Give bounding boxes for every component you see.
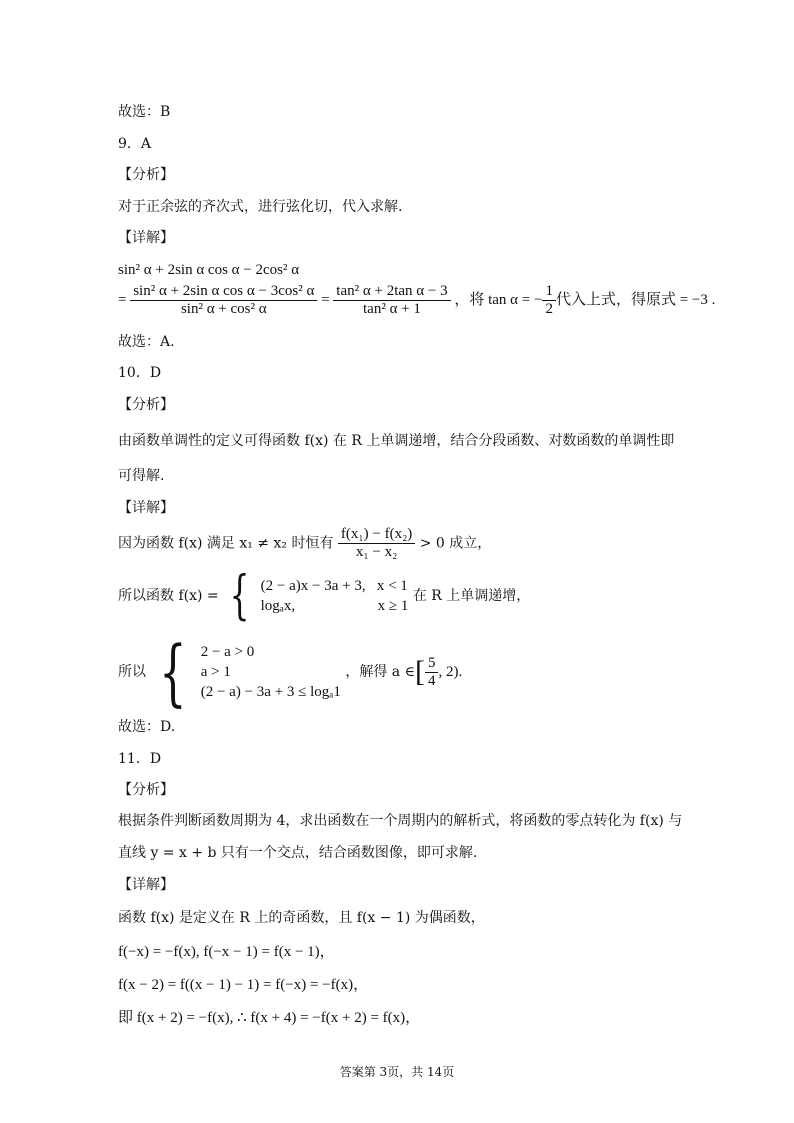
- q9-fraction-2: $\frac{\text{tan² α + 2tan α − 3}}{\text{tan² α + 1}}$: [333, 283, 450, 318]
- q10-difference-quotient: $\frac{\text{f(x₁) − f(x₂)}}{\text{x₁ − x₂}}$: [338, 526, 415, 561]
- q11-analysis-line-1: 根据条件判断函数周期为 4，求出函数在一个周期内的解析式，将函数的零点转化为 f(x) 与: [118, 813, 683, 829]
- q10-interval-fraction: $\frac{5}{4}$: [425, 655, 439, 690]
- q10-step-3: 所以 { 2 − a > 0 a > 1 (2 − a) − 3a + 3 ≤ logₐ1 ，解得 a ∈[ $\frac{5}{4}$ , 2).: [118, 630, 463, 714]
- section-analysis: 【分析】: [118, 397, 174, 413]
- q9-fraction-1: $\frac{\text{sin² α + 2sin α cos α − 3cos² α}}{\text{sin² α + cos² α}}$: [130, 283, 317, 318]
- q9-derivation: = $\frac{\text{sin² α + 2sin α cos α − 3cos² α}}{\text{sin² α + cos² α}}$ = $\frac{\text{tan² α + 2tan α − 3}}{\text{tan² α + 1}}$ ，将 tan α = − $\frac{1}{2}$ 代入上式，得原式 = −3 .: [118, 283, 716, 317]
- q10-step-1: 因为函数 f(x) 满足 x₁ ≠ x₂ 时恒有 $\frac{\text{f(x₁) − f(x₂)}}{\text{x₁ − x₂}}$ > 0 成立，: [118, 526, 492, 560]
- q10-analysis-line-2: 可得解.: [118, 468, 165, 484]
- question-10-header: 10．D: [118, 365, 162, 381]
- q10-inequality-system: 2 − a > 0 a > 1 (2 − a) − 3a + 3 ≤ logₐ1: [200, 644, 341, 700]
- section-detail: 【详解】: [118, 877, 174, 893]
- q10-analysis-line-1: 由函数单调性的定义可得函数 f(x) 在 R 上单调递增，结合分段函数、对数函数的单调性即: [118, 433, 675, 449]
- question-11-header: 11．D: [118, 751, 162, 767]
- page-footer: 答案第 3页，共 14页: [339, 1065, 455, 1079]
- q9-analysis-text: 对于正余弦的齐次式，进行弦化切，代入求解.: [118, 199, 403, 215]
- q10-answer: 故选：D.: [118, 719, 176, 735]
- q10-step-2: 所以函数 f(x) = { (2 − a)x − 3a + 3, x < 1 logₐx, x ≥ 1 在 R 上单调递增，: [118, 566, 531, 626]
- q11-step-1: 函数 f(x) 是定义在 R 上的奇函数，且 f(x − 1) 为偶函数，: [118, 910, 485, 926]
- left-brace: {: [229, 566, 250, 626]
- q11-step-3: f(x − 2) = f((x − 1) − 1) = f(−x) = −f(x)，: [118, 977, 369, 993]
- q9-half-fraction: $\frac{1}{2}$: [542, 283, 556, 318]
- q9-answer: 故选：A.: [118, 334, 175, 350]
- section-analysis: 【分析】: [118, 167, 174, 183]
- question-9-header: 9．A: [118, 136, 152, 152]
- section-analysis: 【分析】: [118, 782, 174, 798]
- section-detail: 【详解】: [118, 230, 174, 246]
- left-brace: {: [159, 630, 188, 714]
- q11-analysis-line-2: 直线 y = x + b 只有一个交点，结合函数图像，即可求解.: [118, 845, 478, 861]
- section-detail: 【详解】: [118, 500, 174, 516]
- answer-line-q8: 故选：B: [118, 104, 171, 120]
- q11-step-4: 即 f(x + 2) = −f(x), ∴ f(x + 4) = −f(x + 2) = f(x)，: [118, 1010, 421, 1026]
- q9-expression: sin² α + 2sin α cos α − 2cos² α: [118, 262, 300, 278]
- q10-piecewise: (2 − a)x − 3a + 3, x < 1 logₐx, x ≥ 1: [260, 578, 409, 614]
- q11-step-2: f(−x) = −f(x), f(−x − 1) = f(x − 1)，: [118, 944, 335, 960]
